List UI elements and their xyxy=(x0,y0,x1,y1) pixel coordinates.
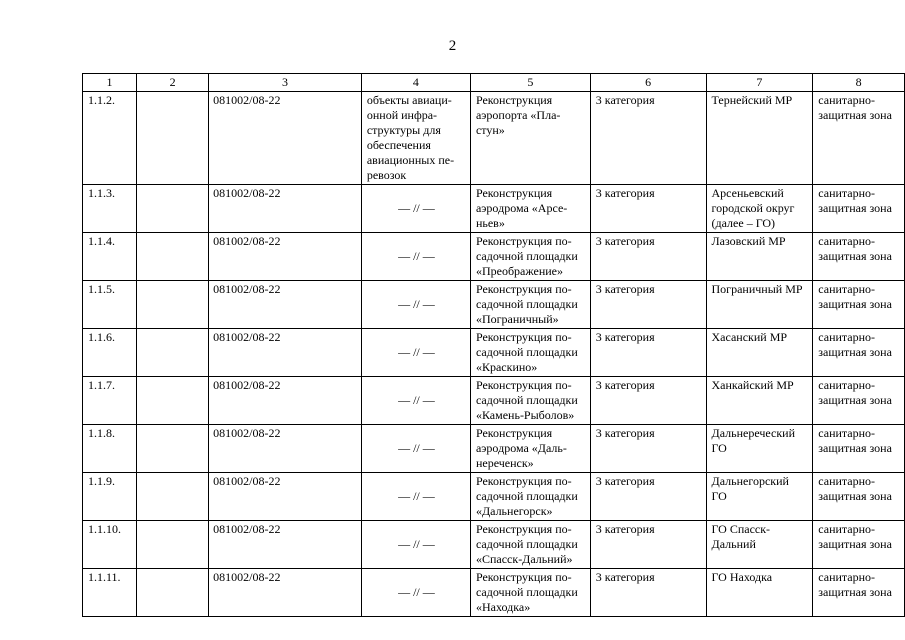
cell-col-8: санитарно- защитная зона xyxy=(813,329,905,377)
column-header-7: 7 xyxy=(706,74,813,92)
cell-col-6: 3 категория xyxy=(590,329,706,377)
cell-col-2 xyxy=(136,473,208,521)
table-row xyxy=(83,281,905,329)
cell-col-8: санитарно- защитная зона xyxy=(813,473,905,521)
cell-col-8: санитарно- защитная зона xyxy=(813,569,905,617)
cell-col-1: 1.1.10. xyxy=(83,521,137,569)
cell-col-6: 3 категория xyxy=(590,569,706,617)
cell-col-4: — // — xyxy=(361,233,470,281)
cell-col-2 xyxy=(136,329,208,377)
cell-col-2 xyxy=(136,425,208,473)
cell-col-4: — // — xyxy=(361,425,470,473)
column-header-4: 4 xyxy=(361,74,470,92)
cell-col-6: 3 категория xyxy=(590,521,706,569)
cell-col-3: 081002/08-22 xyxy=(209,281,362,329)
table-row xyxy=(83,185,905,233)
cell-col-2 xyxy=(136,521,208,569)
cell-col-2 xyxy=(136,92,208,185)
cell-col-7: Дальнегорский ГО xyxy=(706,473,813,521)
cell-col-1: 1.1.3. xyxy=(83,185,137,233)
cell-col-3: 081002/08-22 xyxy=(209,233,362,281)
cell-col-3: 081002/08-22 xyxy=(209,185,362,233)
cell-col-1: 1.1.4. xyxy=(83,233,137,281)
cell-col-4: объекты авиаци- онной инфра- структуры для обеспечения авиационных пе- ревозок xyxy=(361,92,470,185)
cell-col-5: Реконструкция по- садочной площадки «Спасск-Дальний» xyxy=(470,521,590,569)
cell-col-6: 3 категория xyxy=(590,377,706,425)
cell-col-4: — // — xyxy=(361,377,470,425)
cell-col-8: санитарно- защитная зона xyxy=(813,521,905,569)
cell-col-7: Арсеньевский городской округ (далее – ГО) xyxy=(706,185,813,233)
cell-col-1: 1.1.2. xyxy=(83,92,137,185)
cell-col-1: 1.1.7. xyxy=(83,377,137,425)
cell-col-1: 1.1.9. xyxy=(83,473,137,521)
cell-col-3: 081002/08-22 xyxy=(209,425,362,473)
cell-col-7: Тернейский МР xyxy=(706,92,813,185)
column-header-6: 6 xyxy=(590,74,706,92)
table-row xyxy=(83,521,905,569)
cell-col-7: Дальнереческий ГО xyxy=(706,425,813,473)
cell-col-6: 3 категория xyxy=(590,185,706,233)
cell-col-5: Реконструкция по- садочной площадки «Камень-Рыболов» xyxy=(470,377,590,425)
page-number: 2 xyxy=(448,38,457,54)
table-row xyxy=(83,425,905,473)
cell-col-5: Реконструкция по- садочной площадки «Преображение» xyxy=(470,233,590,281)
header-row xyxy=(83,74,905,92)
cell-col-4: — // — xyxy=(361,329,470,377)
cell-col-7: ГО Находка xyxy=(706,569,813,617)
objects-table xyxy=(82,73,905,617)
cell-col-2 xyxy=(136,377,208,425)
cell-col-1: 1.1.8. xyxy=(83,425,137,473)
cell-col-5: Реконструкция по- садочной площадки «Дальнегорск» xyxy=(470,473,590,521)
cell-col-8: санитарно- защитная зона xyxy=(813,425,905,473)
table-row xyxy=(83,92,905,185)
column-header-8: 8 xyxy=(813,74,905,92)
cell-col-8: санитарно- защитная зона xyxy=(813,233,905,281)
cell-col-5: Реконструкция по- садочной площадки «Краскино» xyxy=(470,329,590,377)
table-row xyxy=(83,569,905,617)
cell-col-5: Реконструкция по- садочной площадки «Пограничный» xyxy=(470,281,590,329)
cell-col-3: 081002/08-22 xyxy=(209,521,362,569)
cell-col-4: — // — xyxy=(361,473,470,521)
cell-col-2 xyxy=(136,569,208,617)
cell-col-5: Реконструкция аэродрома «Даль- нереченск» xyxy=(470,425,590,473)
cell-col-4: — // — xyxy=(361,569,470,617)
cell-col-8: санитарно- защитная зона xyxy=(813,92,905,185)
cell-col-3: 081002/08-22 xyxy=(209,92,362,185)
table-row xyxy=(83,329,905,377)
cell-col-6: 3 категория xyxy=(590,92,706,185)
cell-col-6: 3 категория xyxy=(590,473,706,521)
column-header-2: 2 xyxy=(136,74,208,92)
cell-col-6: 3 категория xyxy=(590,425,706,473)
cell-col-1: 1.1.5. xyxy=(83,281,137,329)
cell-col-1: 1.1.6. xyxy=(83,329,137,377)
cell-col-3: 081002/08-22 xyxy=(209,329,362,377)
column-header-5: 5 xyxy=(470,74,590,92)
cell-col-4: — // — xyxy=(361,185,470,233)
cell-col-3: 081002/08-22 xyxy=(209,569,362,617)
cell-col-4: — // — xyxy=(361,521,470,569)
cell-col-6: 3 категория xyxy=(590,281,706,329)
cell-col-3: 081002/08-22 xyxy=(209,473,362,521)
cell-col-5: Реконструкция по- садочной площадки «Находка» xyxy=(470,569,590,617)
table-row xyxy=(83,377,905,425)
cell-col-8: санитарно- защитная зона xyxy=(813,281,905,329)
cell-col-5: Реконструкция аэродрома «Арсе- ньев» xyxy=(470,185,590,233)
cell-col-7: Лазовский МР xyxy=(706,233,813,281)
table-body xyxy=(83,92,905,617)
cell-col-2 xyxy=(136,233,208,281)
cell-col-7: Хасанский МР xyxy=(706,329,813,377)
cell-col-7: Ханкайский МР xyxy=(706,377,813,425)
cell-col-8: санитарно- защитная зона xyxy=(813,377,905,425)
table-row xyxy=(83,233,905,281)
cell-col-4: — // — xyxy=(361,281,470,329)
column-header-1: 1 xyxy=(83,74,137,92)
cell-col-2 xyxy=(136,281,208,329)
cell-col-5: Реконструкция аэропорта «Пла- стун» xyxy=(470,92,590,185)
cell-col-2 xyxy=(136,185,208,233)
table-row xyxy=(83,473,905,521)
cell-col-8: санитарно- защитная зона xyxy=(813,185,905,233)
cell-col-1: 1.1.11. xyxy=(83,569,137,617)
cell-col-7: ГО Спасск- Дальний xyxy=(706,521,813,569)
cell-col-7: Пограничный МР xyxy=(706,281,813,329)
cell-col-3: 081002/08-22 xyxy=(209,377,362,425)
column-header-3: 3 xyxy=(209,74,362,92)
cell-col-6: 3 категория xyxy=(590,233,706,281)
